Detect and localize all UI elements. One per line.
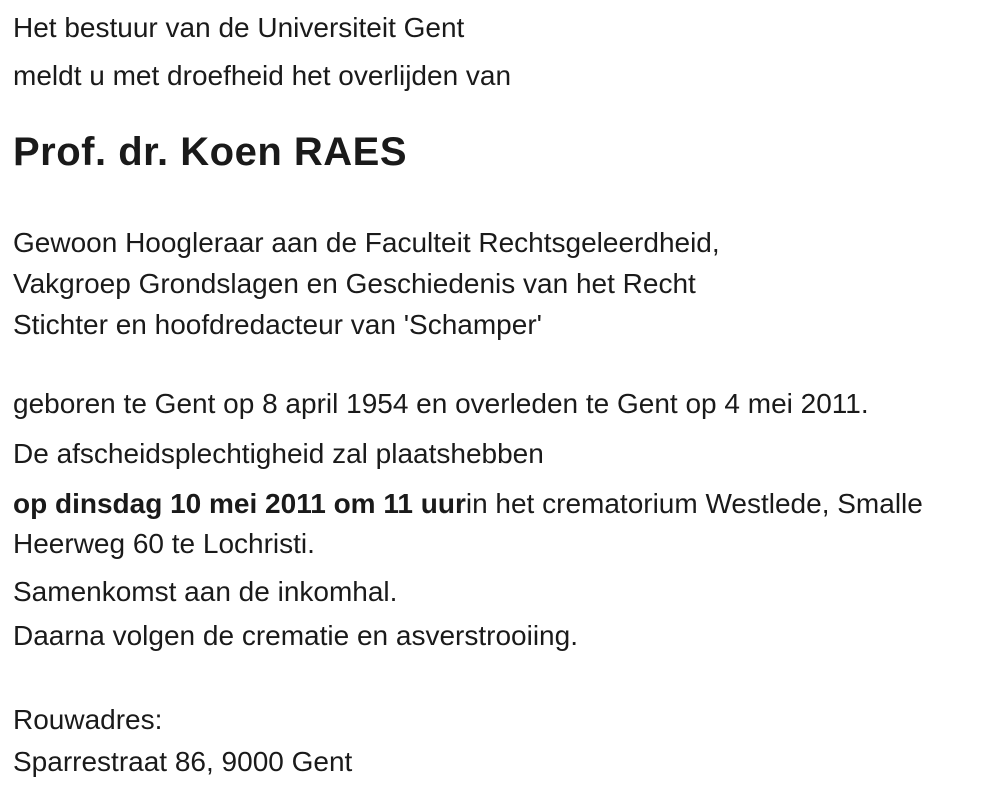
mourning-address: Sparrestraat 86, 9000 Gent [13,746,353,777]
mourning-address-label: Rouwadres: [13,704,163,735]
intro-line-1: Het bestuur van de Universiteit Gent [13,12,465,43]
ceremony-details-line-1 [13,484,980,524]
deceased-name: Prof. dr. Koen RAES [13,130,407,174]
role-line-1: Gewoon Hoogleraar aan de Faculteit Rechtsgeleerdheid, [13,227,720,258]
ceremony-location-part-1: in het crematorium Westlede, Smalle [465,488,923,519]
gathering-info: Samenkomst aan de inkomhal. [13,576,398,607]
cremation-info: Daarna volgen de crematie en asverstrooiing. [13,620,578,651]
roles-block [13,222,980,345]
life-dates: geboren te Gent op 8 april 1954 en overleden te Gent op 4 mei 2011. [13,388,869,419]
role-line-3: Stichter en hoofdredacteur van 'Schamper' [13,309,542,340]
intro-line-2: meldt u met droefheid het overlijden van [13,60,512,91]
role-line-2: Vakgroep Grondslagen en Geschiedenis van het Recht [13,268,696,299]
ceremony-datetime: op dinsdag 10 mei 2011 om 11 uur [13,488,466,519]
ceremony-location-part-2: Heerweg 60 te Lochristi. [13,528,315,559]
ceremony-intro: De afscheidsplechtigheid zal plaatshebben [13,438,544,469]
